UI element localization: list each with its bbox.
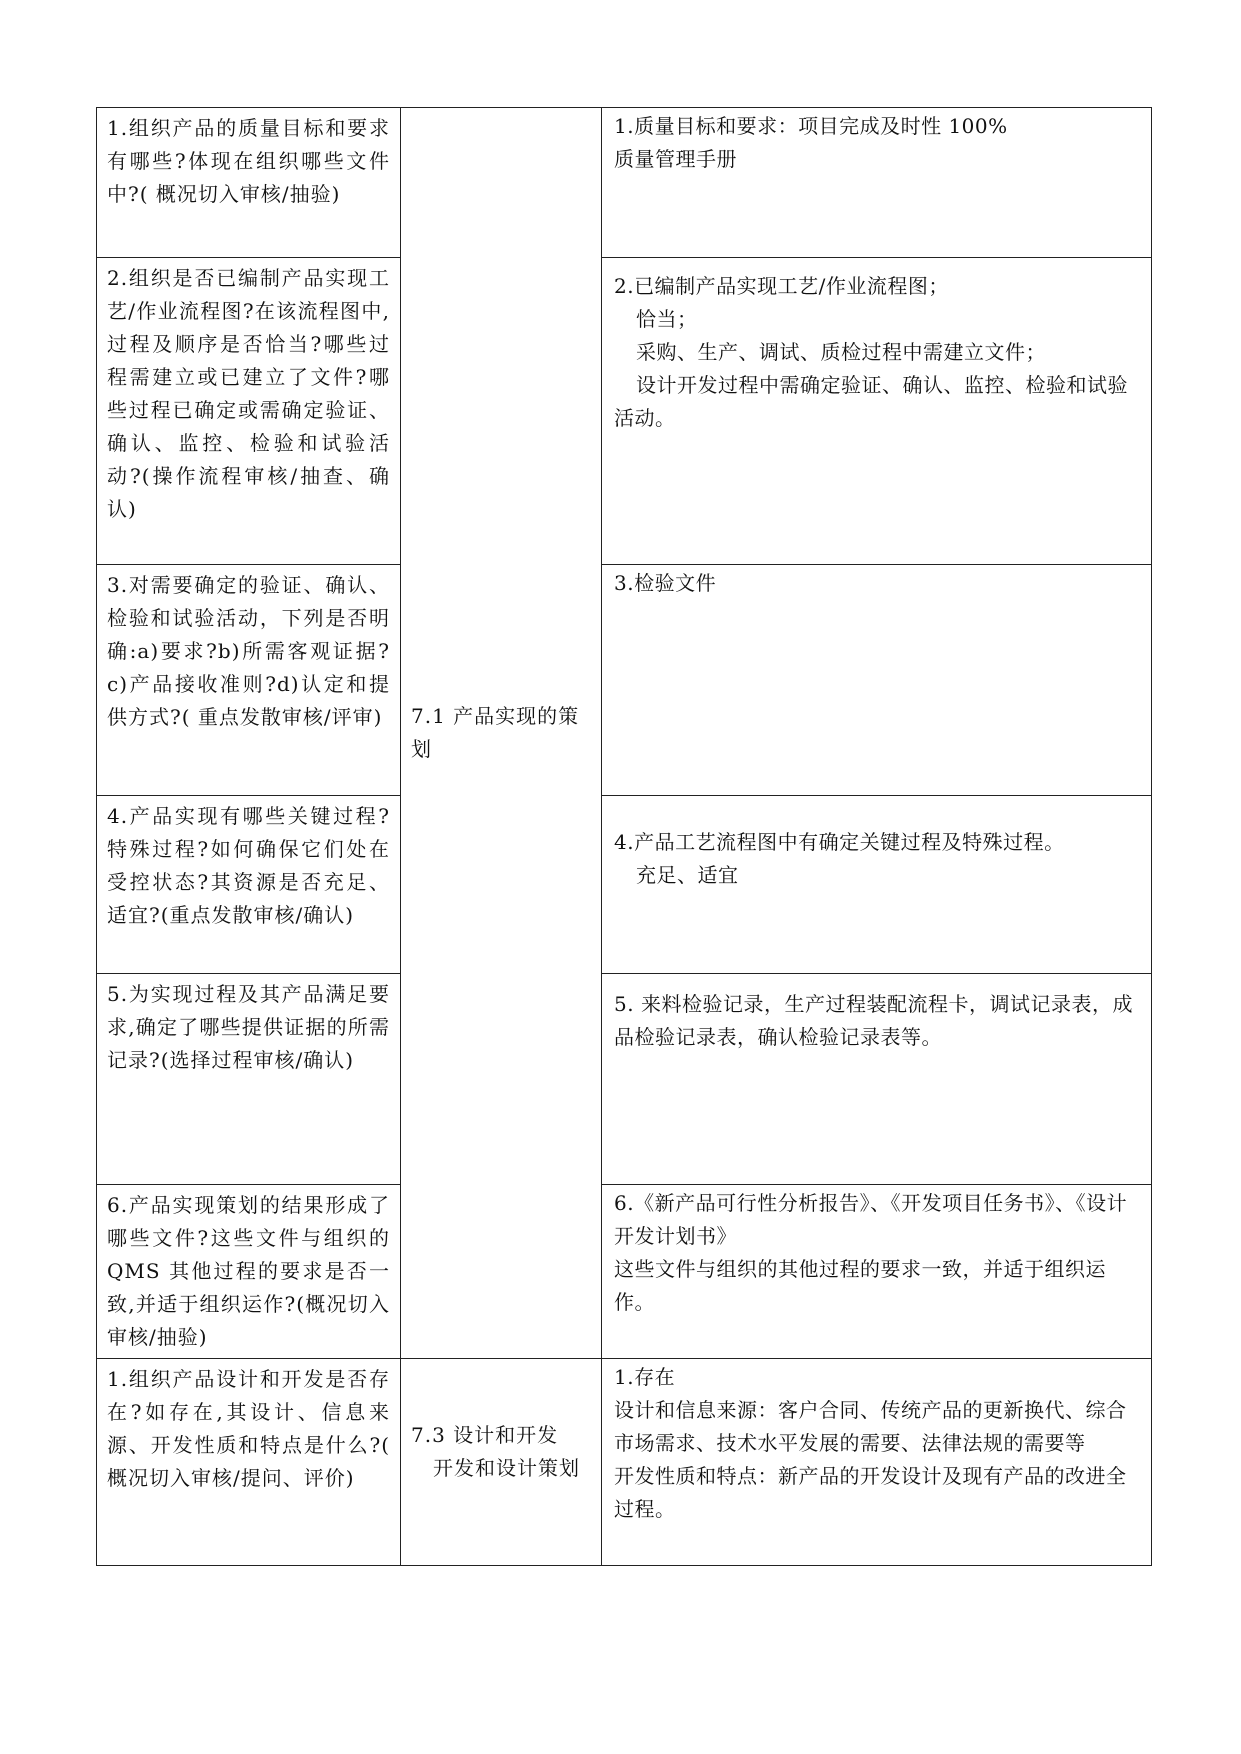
clause-label: 7.1 产品实现的策划 [411,704,580,761]
question-text: 6.产品实现策划的结果形成了哪些文件?这些文件与组织的 QMS 其他过程的要求是否一致,并适于组织运作?(概况切入审核/抽验) [107,1193,390,1349]
answer-line: 采购、生产、调试、质检过程中需建立文件； [636,340,1046,364]
answer-line: 设计和信息来源：客户合同、传统产品的更新换代、综合市场需求、技术水平发展的需要、法律法规的需要等 [614,1398,1127,1455]
answer-cell [602,1185,1152,1359]
answer-line: 3.检验文件 [614,571,717,595]
question-text: 3.对需要确定的验证、确认、检验和试验活动，下列是否明确:a)要求?b)所需客观证据?c)产品接收准则?d)认定和提供方式?( 重点发散审核/评审) [107,573,390,729]
question-cell [97,565,401,796]
answer-line: 1.质量目标和要求：项目完成及时性 100% [614,114,1008,138]
answer-line: 6.《新产品可行性分析报告》、《开发项目任务书》、《设计开发计划书》 [614,1191,1128,1248]
question-text: 2.组织是否已编制产品实现工艺/作业流程图?在该流程图中,过程及顺序是否恰当?哪些过程需建立或已建立了文件?哪些过程已确定或需确定验证、确认、监控、检验和试验活动?(操作流程审核/抽查、确认) [107,266,390,521]
answer-line: 充足、适宜 [636,863,739,887]
answer-line: 设计开发过程中需确定验证、确认、监控、检验和试验活动。 [614,373,1128,430]
table-row [97,258,1152,565]
answer-cell [602,565,1152,796]
answer-line: 4.产品工艺流程图中有确定关键过程及特殊过程。 [614,830,1065,854]
answer-line: 开发性质和特点：新产品的开发设计及现有产品的改进全过程。 [614,1464,1127,1521]
answer-cell [602,796,1152,974]
question-cell [97,796,401,974]
question-text: 4.产品实现有哪些关键过程?特殊过程?如何确保它们处在受控状态?其资源是否充足、适宜?(重点发散审核/确认) [107,804,390,927]
question-cell [97,974,401,1185]
clause-cell [401,1359,602,1566]
clause-label: 7.3 设计和开发 [411,1423,559,1447]
answer-line: 1.存在 [614,1365,676,1389]
answer-cell [602,108,1152,258]
answer-cell [602,1359,1152,1566]
question-cell [97,258,401,565]
table-row [97,108,1152,258]
clause-cell [401,108,602,1359]
question-text: 1.组织产品的质量目标和要求有哪些?体现在组织哪些文件中?( 概况切入审核/抽验) [107,116,390,206]
question-cell [97,1359,401,1566]
answer-line: 质量管理手册 [614,147,737,171]
question-cell [97,1185,401,1359]
answer-line: 恰当； [636,307,698,331]
answer-line: 2.已编制产品实现工艺/作业流程图； [614,274,949,298]
answer-line: 5. 来料检验记录，生产过程装配流程卡，调试记录表，成品检验记录表，确认检验记录表等。 [614,992,1133,1049]
answer-cell [602,258,1152,565]
question-text: 1.组织产品设计和开发是否存在?如存在,其设计、信息来源、开发性质和特点是什么?( 概况切入审核/提问、评价) [107,1367,390,1490]
answer-cell [602,974,1152,1185]
answer-line: 这些文件与组织的其他过程的要求一致，并适于组织运作。 [614,1257,1106,1314]
clause-label: 开发和设计策划 [433,1456,580,1480]
table-row [97,1185,1152,1359]
table-row [97,796,1152,974]
table-row [97,974,1152,1185]
table-row [97,1359,1152,1566]
question-text: 5.为实现过程及其产品满足要求,确定了哪些提供证据的所需记录?(选择过程审核/确认) [107,982,390,1072]
table-row [97,565,1152,796]
question-cell [97,108,401,258]
audit-checklist-table [96,107,1152,1566]
